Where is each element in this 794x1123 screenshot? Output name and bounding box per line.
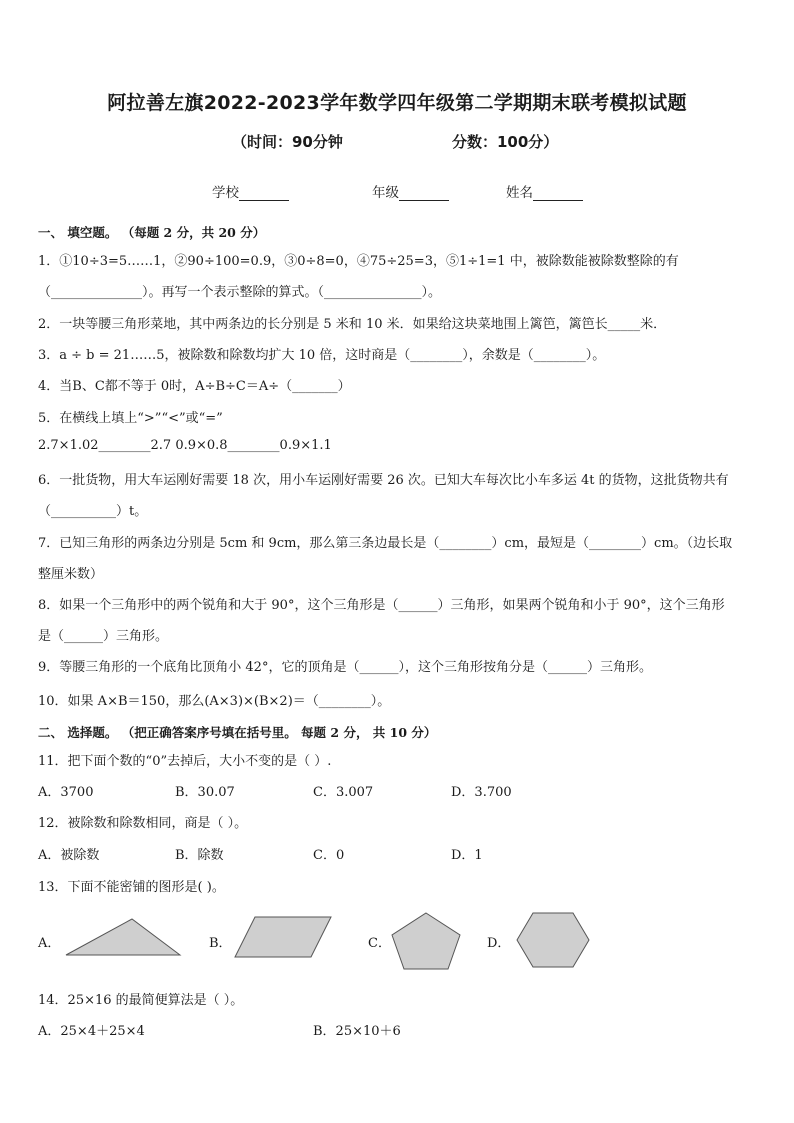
- grade-label: 年级: [372, 185, 399, 201]
- name-blank[interactable]: [533, 186, 583, 201]
- question-14: 14．25×16 的最简便算法是（ ）。: [38, 993, 244, 1008]
- q13-option-d[interactable]: D．: [487, 936, 511, 951]
- q11-option-c[interactable]: C．3.007: [313, 785, 374, 800]
- question-3: 3．a ÷ b = 21……5，被除数和除数均扩大 10 倍，这时商是（________），余数是（________）。: [38, 348, 606, 363]
- q11-option-d[interactable]: D．3.700: [451, 785, 512, 800]
- page-title: 阿拉善左旗2022-2023学年数学四年级第二学期期末联考模拟试题: [107, 92, 687, 114]
- question-5: 5．在横线上填上“>”“<”或“=”: [38, 411, 223, 426]
- q13-option-a[interactable]: A．: [38, 936, 61, 951]
- question-7-line1: 7．已知三角形的两条边分别是 5cm 和 9cm，那么第三条边最长是（________）cm，最短是（________）cm。（边长取: [38, 536, 733, 551]
- question-10: 10．如果 A×B＝150，那么(A×3)×(B×2)＝（________）。: [38, 694, 391, 709]
- question-13: 13．下面不能密铺的图形是( )。: [38, 880, 225, 895]
- grade-field: [372, 181, 449, 201]
- q14-option-b[interactable]: B．25×10＋6: [313, 1024, 401, 1039]
- q12-option-a[interactable]: A．被除数: [38, 848, 100, 863]
- q13-option-c[interactable]: C．: [368, 936, 391, 951]
- name-field: [506, 181, 583, 201]
- triangle-shape: [64, 917, 182, 957]
- grade-blank[interactable]: [399, 186, 449, 201]
- parallelogram-shape: [233, 915, 333, 959]
- question-2: 2．一块等腰三角形菜地，其中两条边的长分别是 5 米和 10 米．如果给这块菜地围上篱笆，篱笆长_____米．: [38, 317, 667, 332]
- score-label: 分数：100分）: [452, 133, 559, 151]
- question-8-line2: 是（______）三角形。: [38, 629, 169, 644]
- school-blank[interactable]: [239, 186, 289, 201]
- question-5-items: 2.7×1.02________2.7 0.9×0.8________0.9×1.1: [38, 438, 332, 453]
- question-9: 9．等腰三角形的一个底角比顶角小 42°，它的顶角是（______），这个三角形按角分是（______）三角形。: [38, 660, 652, 675]
- question-11: 11．把下面个数的“0”去掉后，大小不变的是（ ）.: [38, 754, 332, 769]
- section2-heading: 二、 选择题。 （把正确答案序号填在括号里。 每题 2 分， 共 10 分）: [38, 725, 437, 740]
- name-label: 姓名: [506, 185, 533, 201]
- question-7-line2: 整厘米数）: [38, 567, 104, 582]
- question-4: 4．当B、C都不等于 0时，A÷B÷C＝A÷（_______）: [38, 379, 351, 394]
- question-1-line2: （______________）。再写一个表示整除的算式。（_______________）。: [38, 285, 442, 300]
- question-1-line1: 1．①10÷3=5……1，②90÷100=0.9，③0÷8=0，④75÷25=3，⑤1÷1=1 中，被除数能被除数整除的有: [38, 254, 679, 269]
- question-12: 12．被除数和除数相同，商是（ ）。: [38, 816, 248, 831]
- question-8-line1: 8．如果一个三角形中的两个锐角和大于 90°，这个三角形是（______）三角形，如果两个锐角和小于 90°，这个三角形: [38, 598, 725, 613]
- q12-option-c[interactable]: C．0: [313, 848, 345, 863]
- q11-option-b[interactable]: B．30.07: [175, 785, 235, 800]
- pentagon-shape: [390, 911, 462, 971]
- school-field: [212, 181, 289, 201]
- q12-option-d[interactable]: D．1: [451, 848, 483, 863]
- q13-option-b[interactable]: B．: [209, 936, 232, 951]
- q12-option-b[interactable]: B．除数: [175, 848, 224, 863]
- q11-option-a[interactable]: A．3700: [38, 785, 94, 800]
- school-label: 学校: [212, 185, 239, 201]
- time-label: （时间：90分钟: [232, 133, 343, 151]
- q14-option-a[interactable]: A．25×4＋25×4: [38, 1024, 145, 1039]
- question-6-line1: 6．一批货物，用大车运刚好需要 18 次，用小车运刚好需要 26 次。已知大车每次比小车多运 4t 的货物，这批货物共有: [38, 473, 729, 488]
- question-6-line2: （__________）t。: [38, 504, 148, 519]
- hexagon-shape: [515, 911, 591, 969]
- section1-heading: 一、 填空题。 （每题 2 分，共 20 分）: [38, 225, 266, 240]
